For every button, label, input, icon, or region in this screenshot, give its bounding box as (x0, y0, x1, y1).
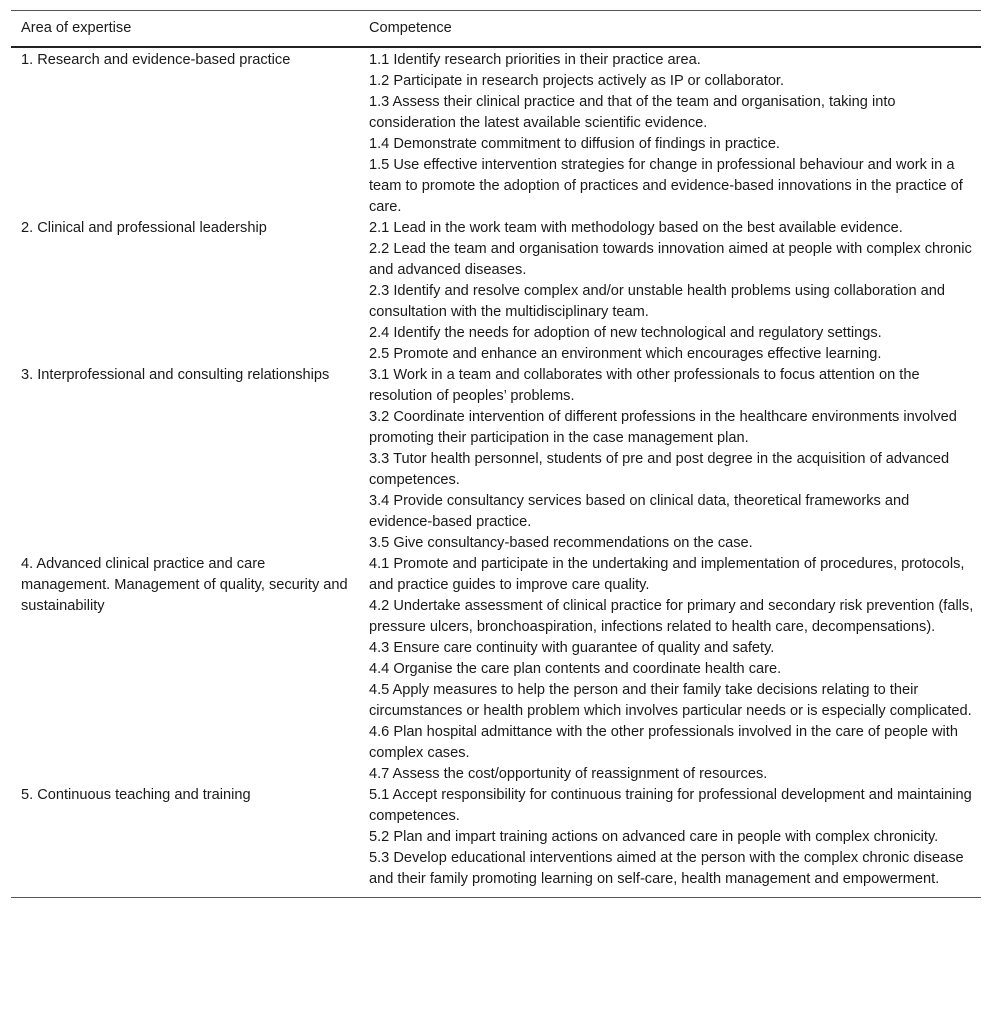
competence-item: 2.3 Identify and resolve complex and/or unstable health problems using collaboration and consultation with the multidisciplinary team. (369, 283, 946, 320)
competence-item: 1.5 Use effective intervention strategies for change in professional behaviour and work in a team to promote the adoption of practices and evidence-based innovations in the practice of care. (369, 157, 963, 215)
area-cell: 1. Research and evidence-based practice (21, 52, 291, 68)
competence-item: 1.4 Demonstrate commitment to diffusion of findings in practice. (369, 136, 780, 152)
header-competence: Competence (369, 20, 452, 36)
competence-item: 4.4 Organise the care plan contents and coordinate health care. (369, 661, 782, 677)
competence-cell (359, 554, 981, 785)
competence-item: 2.1 Lead in the work team with methodology based on the best available evidence. (369, 220, 903, 236)
competence-item: 5.3 Develop educational interventions aimed at the person with the complex chronic disease and their family promoting learning on self-care, health management and empowerment. (369, 850, 964, 887)
area-cell: 5. Continuous teaching and training (21, 787, 251, 803)
competence-table (11, 10, 981, 898)
header-area-of-expertise: Area of expertise (21, 20, 132, 36)
competence-item: 1.2 Participate in research projects actively as IP or collaborator. (369, 73, 785, 89)
table-row (11, 218, 981, 365)
competence-item: 4.3 Ensure care continuity with guarantee of quality and safety. (369, 640, 775, 656)
competence-item: 5.1 Accept responsibility for continuous training for professional development and maintaining competences. (369, 787, 972, 824)
competence-item: 4.5 Apply measures to help the person and their family take decisions relating to their circumstances or health problem which involves particular needs or is especially complicated. (369, 682, 972, 719)
competence-item: 2.2 Lead the team and organisation towards innovation aimed at people with complex chronic and advanced diseases. (369, 241, 972, 278)
competence-cell (359, 47, 981, 218)
competence-item: 1.1 Identify research priorities in their practice area. (369, 52, 701, 68)
competence-item: 2.5 Promote and enhance an environment which encourages effective learning. (369, 346, 882, 362)
competence-item: 4.6 Plan hospital admittance with the other professionals involved in the care of people with complex cases. (369, 724, 958, 761)
competence-item: 3.1 Work in a team and collaborates with other professionals to focus attention on the resolution of peoples’ problems. (369, 367, 920, 404)
competence-item: 4.2 Undertake assessment of clinical practice for primary and secondary risk prevention (falls, pressure ulcers, bronchoaspiration, infections related to health care, decompensations). (369, 598, 974, 635)
competence-cell (359, 785, 981, 898)
table-row (11, 785, 981, 898)
competence-cell (359, 218, 981, 365)
competence-item: 1.3 Assess their clinical practice and that of the team and organisation, taking into consideration the latest available scientific evidence. (369, 94, 896, 131)
area-cell: 2. Clinical and professional leadership (21, 220, 267, 236)
area-cell: 4. Advanced clinical practice and care management. Management of quality, security and sustainability (21, 556, 348, 614)
competence-item: 3.2 Coordinate intervention of different professions in the healthcare environments involved promoting their participation in the case management plan. (369, 409, 957, 446)
competence-item: 4.7 Assess the cost/opportunity of reassignment of resources. (369, 766, 768, 782)
table-body (11, 47, 981, 898)
competence-item: 4.1 Promote and participate in the undertaking and implementation of procedures, protocols, and practice guides to improve care quality. (369, 556, 965, 593)
table-header (11, 11, 981, 48)
competence-item: 3.5 Give consultancy-based recommendations on the case. (369, 535, 753, 551)
competence-table-container (11, 10, 981, 898)
table-row (11, 47, 981, 218)
table-row (11, 554, 981, 785)
competence-cell (359, 365, 981, 554)
competence-item: 5.2 Plan and impart training actions on advanced care in people with complex chronicity. (369, 829, 939, 845)
competence-item: 3.3 Tutor health personnel, students of pre and post degree in the acquisition of advanced competences. (369, 451, 950, 488)
area-cell: 3. Interprofessional and consulting relationships (21, 367, 330, 383)
table-row (11, 365, 981, 554)
competence-item: 2.4 Identify the needs for adoption of new technological and regulatory settings. (369, 325, 882, 341)
competence-item: 3.4 Provide consultancy services based on clinical data, theoretical frameworks and evidence-based practice. (369, 493, 910, 530)
header-row (11, 11, 981, 48)
